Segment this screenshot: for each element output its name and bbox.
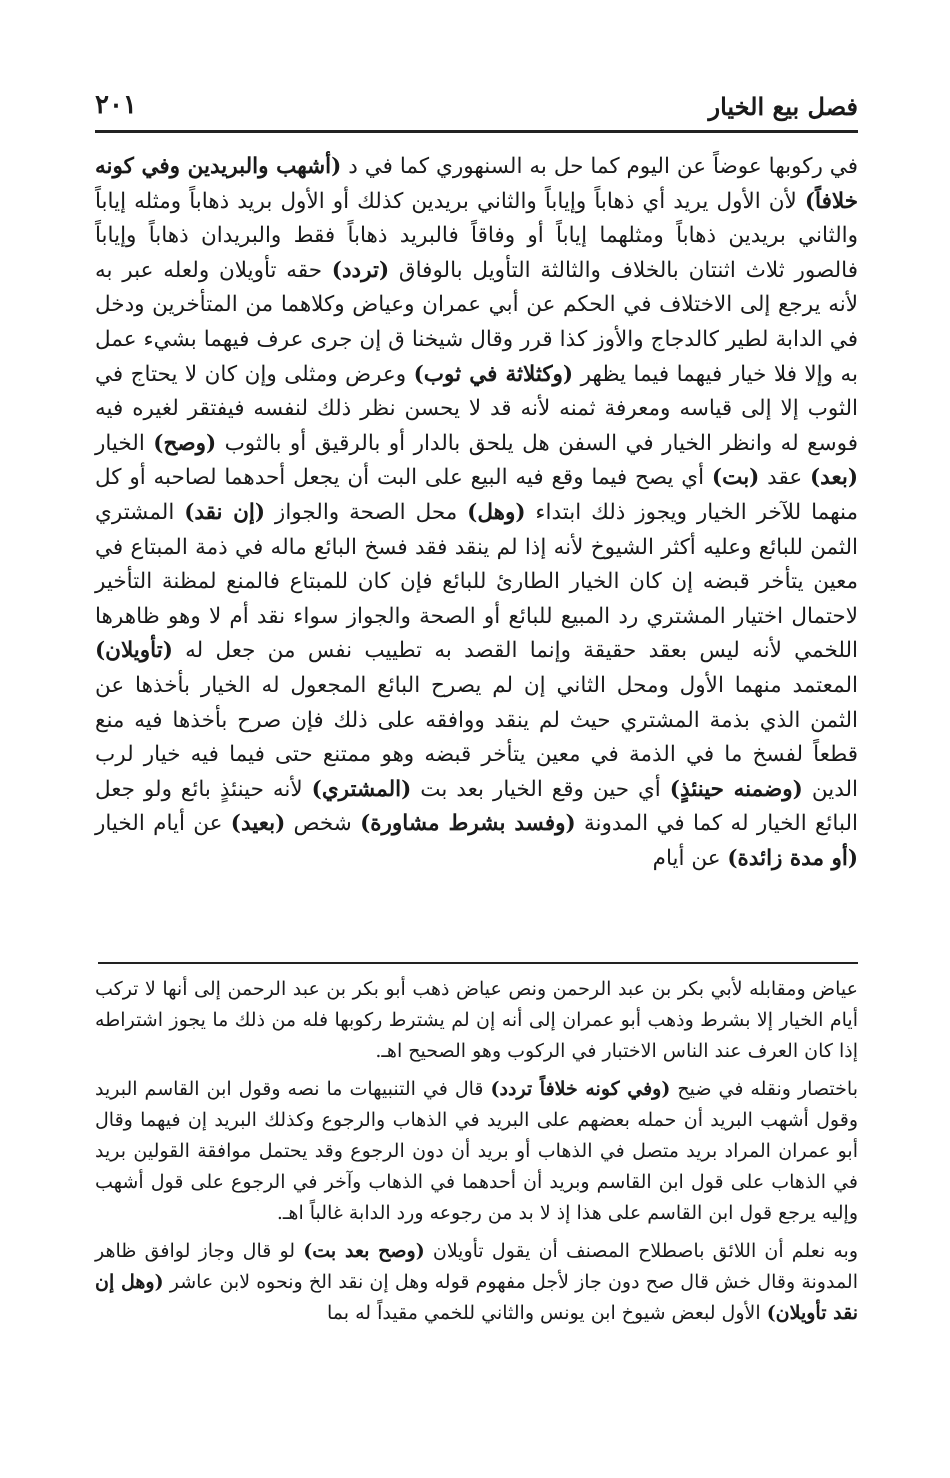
main-text-body (95, 150, 858, 950)
bold-text-run: (أشهب والبريدين وفي كونه خلافاً) (95, 154, 858, 214)
text-run: المعتمد منهما الأول ومحل الثاني إن لم يصرح البائع المجعول له الخيار بأخذها عن الثمن الذي بذمة المشتري حيث لم ينقد ووافقه على ذلك فإن صرح بأخذها فيه منع قطعاً لفسخ ما في الذمة في معين يتأخر قبضه وهو ممتنع حتى فيما فيه خيار لرب الدين (95, 672, 859, 802)
page-header (95, 88, 858, 133)
bold-text-run: (وفسد بشرط مشاورة) (360, 811, 576, 837)
main-paragraph (95, 150, 858, 876)
footnote-text: عياض ومقابله لأبي بكر بن عبد الرحمن ونص عياض ذهب أبو بكر بن عبد الرحمن إلى أنها لا تركب أيام الخيار إلا بشرط وذهب أبو عمران إلى أنه إن لم يشترط ركوبها فله من ذلك ما يجوز اشتراطه إذا كان العرف عند الناس الاختبار في الركوب وهو الصحيح اهـ. (95, 978, 858, 1062)
footnote-text: وبه نعلم أن اللائق باصطلاح المصنف أن يقول تأويلان (424, 1240, 859, 1263)
text-run: أي يصح فيما وقع فيه البيع على البت أن يجعل أحدهما لصاحبه أو كل منهما للآخر الخيار ويجوز ذلك ابتداء (95, 465, 858, 525)
text-run: أي حين وقع الخيار بعد بت (411, 776, 670, 802)
text-run: عقد (759, 465, 810, 491)
text-run: عن أيام الخيار (95, 811, 231, 837)
bold-text-run: (وهل) (467, 499, 526, 525)
text-run: حقه تأويلان ولعله عبر به لأنه يرجع إلى الاختلاف في الحكم عن أبي عمران وعياض وكلاهما من المتأخرين ودخل في الدابة لطير كالدجاج والأوز كذا قرر وقال شيخنا ق إن جرى عرف فيهما بشيء عمل به وإلا فلا خيار فيهما فيما يظهر (95, 257, 858, 387)
bold-text-run: (تأويلان) (95, 638, 173, 664)
text-run: في ركوبها عوضاً عن اليوم كما حل به السنهوري كما في د (341, 154, 858, 179)
footnote-text: لو قال وجاز لوافق ظاهر المدونة وقال خش قال صح دون جاز لأجل مفهوم قوله وهل إن نقد الخ ونحوه لابن عاشر (95, 1240, 858, 1294)
footnote-bold-text: (وصح بعد بت) (303, 1240, 425, 1263)
text-run: عن أيام (652, 845, 728, 871)
page-number: ٢٠١ (95, 90, 147, 120)
text-run: وعرض ومثلى وإن كان لا يحتاج في الثوب إلا إلى قياسه ومعرفة ثمنه لأنه قد لا يحسن نظر ذلك لنفسه فيفتقر لغيره فيه فوسع له وانظر الخيار في السفن هل يلحق بالدار أو بالرقيق أو بالثوب (95, 361, 858, 456)
bold-text-run: (وصح) (153, 430, 217, 456)
bold-text-run: (أو مدة زائدة) (727, 845, 858, 871)
bold-text-run: (وكثلاثة في ثوب) (413, 361, 574, 387)
footnote-bold-text: (وهل إن نقد تأويلان) (95, 1271, 858, 1324)
footnote-text: الأول لبعض شيوخ ابن يونس والثاني للخمي مقيداً له بما (326, 1301, 767, 1324)
footnote-paragraph (95, 1074, 858, 1228)
text-run: المشتري الثمن للبائع وعليه أكثر الشيوخ لأنه إذا لم ينقد فقد فسخ البائع ماله في ذمة المبتاع في معين يتأخر قبضه إن كان الخيار الطارئ للبائع فإن كان للمبتاع فالمنع لمظنة التأخير لاحتمال اختيار المشتري رد المبيع للبائع أو الصحة والجواز سواء نقد أم لا وهو ظاهرها اللخمي لأنه ليس بعقد حقيقة وإنما القصد به تطييب نفس من جعل له (95, 499, 858, 664)
bold-text-run: (بت) (711, 465, 760, 491)
chapter-title: فصل بيع الخيار (697, 92, 858, 121)
text-run: محل الصحة والجواز (265, 499, 468, 525)
footnote-paragraph (95, 974, 858, 1066)
bold-text-run: (وضمنه حينئذٍ) (669, 776, 803, 802)
text-run: الخيار (95, 430, 154, 456)
footnote-text: باختصار ونقله في ضيح (670, 1078, 858, 1101)
bold-text-run: (تردد) (331, 257, 390, 283)
bold-text-run: (بعد) (810, 465, 858, 491)
text-run: شخص (285, 811, 361, 837)
footnote-bold-text: (وفي كونه خلافاً تردد) (490, 1078, 671, 1101)
text-run: لأن الأول يريد أي ذهاباً وإياباً والثاني بريدين كذلك أو الأول بريد ذهاباً ومثله إياباً والثاني بريدين ذهاباً ومثلهما إياباً أو وفاقاً فالبريد ذهاباً فقط والبريدان ذهاباً وإياباً فالصور ثلاث اثنتان بالخلاف والثالثة التأويل بالوفاق (95, 188, 858, 283)
bold-text-run: (إن نقد) (184, 499, 266, 525)
footnote-text: قال في التنبيهات ما نصه وقول ابن القاسم البريد وقول أشهب البريد أن حمله بعضهم على البريد في الذهاب والرجوع وكذلك البريد إن فيهما وقال أبو عمران المراد بريد متصل في الذهاب أو بريد أن دون الرجوع وقد يحتمل موافقة القولين بريد في الذهاب على قول ابن القاسم وبريد أن أحدهما في الذهاب وآخر في الرجوع على قول أشهب وإليه يرجع قول ابن القاسم على هذا إذ لا بد من رجوعه ورد الدابة غالباً اهـ. (95, 1078, 858, 1224)
text-run: لأنه حينئذٍ بائع ولو جعل البائع الخيار له كما في المدونة (95, 776, 858, 837)
footnote-paragraph (95, 1236, 858, 1328)
bold-text-run: (بعيد) (230, 811, 286, 837)
footnotes-section (95, 974, 858, 1404)
bold-text-run: (المشتري) (311, 776, 412, 802)
footnote-divider (98, 962, 858, 964)
